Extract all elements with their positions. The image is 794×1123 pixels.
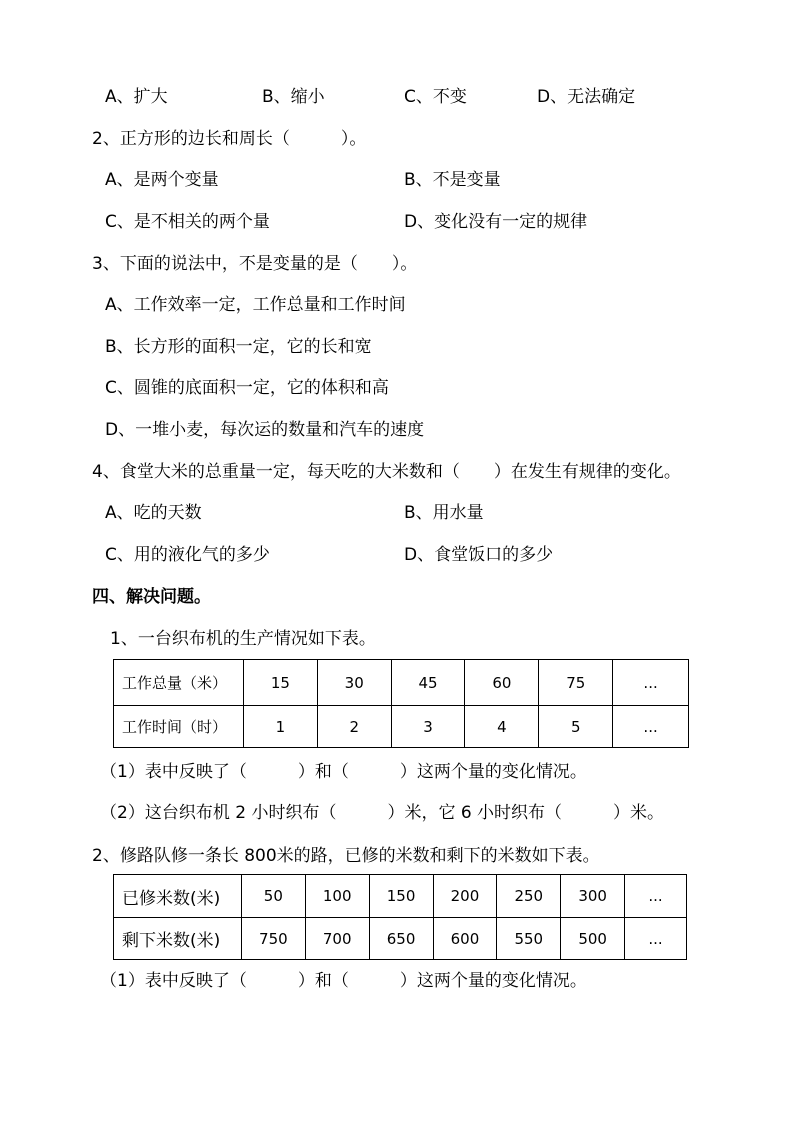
p2-cell: 700 <box>305 918 369 960</box>
p2-q1: （1）表中反映了（ ）和（ ）这两个量的变化情况。 <box>100 971 587 991</box>
p2-row1-label: 已修米数(米) <box>114 875 242 918</box>
p1-cell: 2 <box>317 706 391 748</box>
p1-cell: 30 <box>317 660 391 706</box>
q1-option-d: D、无法确定 <box>537 87 636 107</box>
q2-stem: 2、正方形的边长和周长（ ）。 <box>92 129 367 149</box>
p2-cell: 750 <box>241 918 305 960</box>
p1-cell: 75 <box>539 660 613 706</box>
q4-option-c: C、用的液化气的多少 <box>105 545 270 565</box>
p1-q2: （2）这台织布机 2 小时织布（ ）米，它 6 小时织布（ ）米。 <box>100 803 665 823</box>
q2-option-a: A、是两个变量 <box>105 170 219 190</box>
p1-cell: 3 <box>391 706 465 748</box>
p2-cell: 500 <box>561 918 625 960</box>
p1-cell: ... <box>613 660 689 706</box>
p2-row2-label: 剩下米数(米) <box>114 918 242 960</box>
q4-option-b: B、用水量 <box>404 503 484 523</box>
p2-cell: 600 <box>433 918 497 960</box>
p1-cell: ... <box>613 706 689 748</box>
p1-cell: 4 <box>465 706 539 748</box>
p2-cell: 150 <box>369 875 433 918</box>
q2-option-c: C、是不相关的两个量 <box>105 212 270 232</box>
q4-stem: 4、食堂大米的总重量一定，每天吃的大米数和（ ）在发生有规律的变化。 <box>92 462 681 482</box>
p1-intro: 1、一台织布机的生产情况如下表。 <box>110 629 376 649</box>
p1-cell: 5 <box>539 706 613 748</box>
q1-option-a: A、扩大 <box>105 87 168 107</box>
p2-cell: 300 <box>561 875 625 918</box>
p1-row2-label: 工作时间（时） <box>114 706 244 748</box>
q4-option-d: D、食堂饭口的多少 <box>404 545 554 565</box>
p2-cell: 200 <box>433 875 497 918</box>
p2-intro: 2、修路队修一条长 800米的路，已修的米数和剩下的米数如下表。 <box>92 846 600 866</box>
p2-cell: 250 <box>497 875 561 918</box>
p1-table <box>113 659 689 748</box>
p2-row-left <box>114 918 687 960</box>
p2-table <box>113 874 687 960</box>
p1-cell: 1 <box>243 706 317 748</box>
q3-stem: 3、下面的说法中，不是变量的是（ ）。 <box>92 254 418 274</box>
section-title: 四、解决问题。 <box>92 587 211 607</box>
q1-option-b: B、缩小 <box>262 87 325 107</box>
q1-option-c: C、不变 <box>404 87 467 107</box>
q3-option-c: C、圆锥的底面积一定，它的体积和高 <box>105 378 389 398</box>
q3-option-d: D、一堆小麦，每次运的数量和汽车的速度 <box>105 420 425 440</box>
p2-cell: ... <box>625 918 687 960</box>
p1-cell: 45 <box>391 660 465 706</box>
p2-cell: 550 <box>497 918 561 960</box>
p1-row-time <box>114 706 689 748</box>
q3-option-b: B、长方形的面积一定，它的长和宽 <box>105 337 372 357</box>
p2-cell: ... <box>625 875 687 918</box>
p1-cell: 60 <box>465 660 539 706</box>
q4-option-a: A、吃的天数 <box>105 503 202 523</box>
p1-row1-label: 工作总量（米） <box>114 660 244 706</box>
p2-cell: 50 <box>241 875 305 918</box>
q2-option-b: B、不是变量 <box>404 170 501 190</box>
p2-row-done <box>114 875 687 918</box>
q2-option-d: D、变化没有一定的规律 <box>404 212 588 232</box>
p2-cell: 650 <box>369 918 433 960</box>
p1-q1: （1）表中反映了（ ）和（ ）这两个量的变化情况。 <box>100 762 587 782</box>
q3-option-a: A、工作效率一定，工作总量和工作时间 <box>105 295 406 315</box>
p1-cell: 15 <box>243 660 317 706</box>
p1-row-total <box>114 660 689 706</box>
p2-cell: 100 <box>305 875 369 918</box>
